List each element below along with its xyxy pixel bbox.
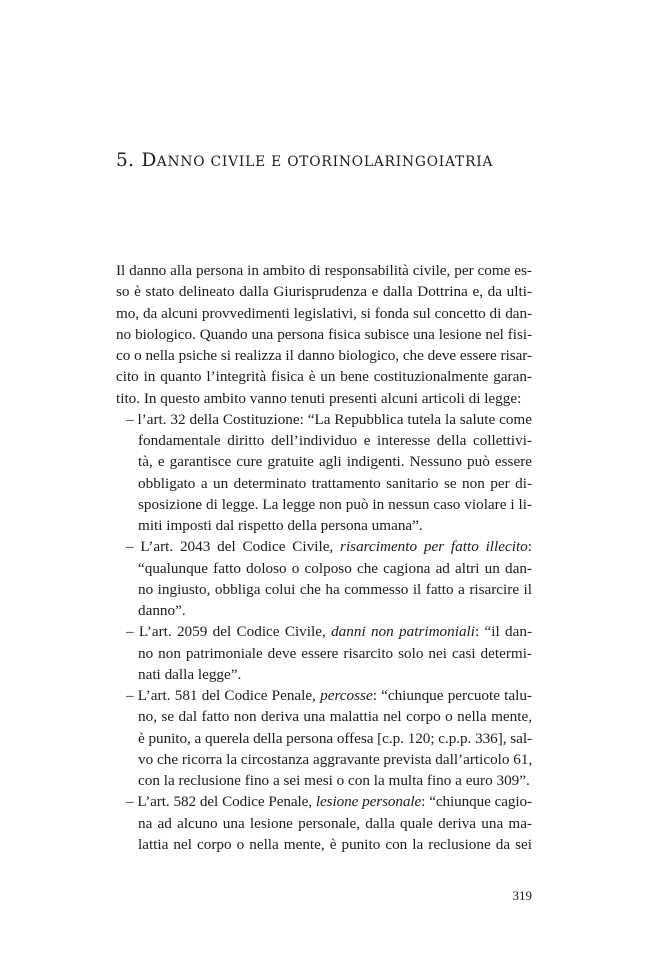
text-line: tito. In questo ambito vanno tenuti presenti alcuni articoli di legge:	[116, 389, 522, 407]
chapter-number: 5.	[116, 150, 135, 171]
list-item-text: – L’art. 2059 del Codice Civile,	[126, 623, 332, 641]
list-item-emphasis: danni non patrimoniali	[331, 623, 475, 641]
list-item-line: è punito, a querela della persona offesa [c.p. 120; c.p.p. 336], sal-	[138, 729, 532, 747]
list-item-line: no ingiusto, obbliga colui che ha commesso il fatto a risarcire il	[138, 580, 532, 598]
list-item-line: con la reclusione fino a sei mesi o con la multa fino a euro 309”.	[138, 772, 530, 789]
list-item-line: vo che ricorra la circostanza aggravante prevista dall’articolo 61,	[138, 750, 533, 768]
list-item-emphasis: risarcimento per fatto illecito	[340, 538, 528, 556]
body-text	[116, 260, 532, 855]
list-item-emphasis: percosse	[320, 687, 373, 704]
list-item-line: nati dalla legge”.	[138, 665, 242, 683]
list-item-text: :	[527, 538, 532, 556]
list-item-text: – L’art. 2043 del Codice Civile,	[126, 538, 341, 556]
list-item-line	[116, 621, 532, 642]
list-item-line	[116, 685, 532, 706]
chapter-title-initial: D	[141, 150, 157, 171]
list-item-text: : “chiunque percuote talu-	[372, 687, 532, 704]
list-item-line: no non patrimoniale deve essere risarcito solo nei casi determi-	[138, 644, 532, 662]
text-line: so è stato delineato dalla Giurisprudenza e dalla Dottrina e, da ulti-	[116, 283, 532, 301]
text-line: co o nella psiche si realizza il danno biologico, che deve essere risar-	[116, 347, 532, 364]
list-item-line: – l’art. 32 della Costituzione: “La Repubblica tutela la salute come	[126, 410, 532, 428]
text-line: Il danno alla persona in ambito di responsabilità civile, per come es-	[116, 262, 532, 279]
list-item-line: fondamentale diritto dell’individuo e interesse della collettivi-	[138, 432, 532, 449]
list-item-line: lattia nel corpo o nella mente, è punito con la reclusione da sei	[138, 835, 532, 853]
list-item-text: – L’art. 581 del Codice Penale,	[126, 687, 321, 704]
list-item-text: – L’art. 582 del Codice Penale,	[126, 793, 316, 811]
text-line: no biologico. Quando una persona fisica subisce una lesione nel fisi-	[116, 325, 532, 343]
list-item-line: danno”.	[138, 602, 186, 619]
text-line: mo, da alcuni provvedimenti legislativi, si fonda sul concetto di dan-	[116, 304, 532, 322]
list-item-emphasis: lesione personale	[315, 793, 422, 811]
list-item-line: na ad alcuno una lesione personale, dalla quale deriva una ma-	[138, 814, 532, 832]
text-line: cito in quanto l’integrità fisica è un bene costituzionalmente garan-	[116, 368, 532, 386]
list-item-line: obbligato a un determinato trattamento sanitario se non per di-	[138, 474, 532, 492]
list-item-line: sposizione di legge. La legge non può in nessun caso violare i li-	[138, 495, 532, 513]
chapter-title-text: ANNO CIVILE E OTORINOLARINGOIATRIA	[156, 154, 494, 170]
list-item-text: : “il dan-	[475, 623, 532, 641]
page-number: 319	[512, 888, 532, 903]
list-item-line: no, se dal fatto non deriva una malattia nel corpo o nella mente,	[138, 708, 532, 726]
list-item-line: “qualunque fatto doloso o colposo che cagiona ad altri un dan-	[138, 559, 532, 577]
list-item-text: : “chiunque cagio-	[421, 793, 532, 811]
list-item-line: tà, e garantisce cure gratuite agli indigenti. Nessuno può essere	[138, 453, 532, 471]
list-item-line: miti imposti dal rispetto della persona umana”.	[138, 517, 423, 534]
list-item-line	[116, 791, 532, 812]
chapter-title	[116, 150, 493, 171]
list-item-line	[116, 536, 532, 557]
